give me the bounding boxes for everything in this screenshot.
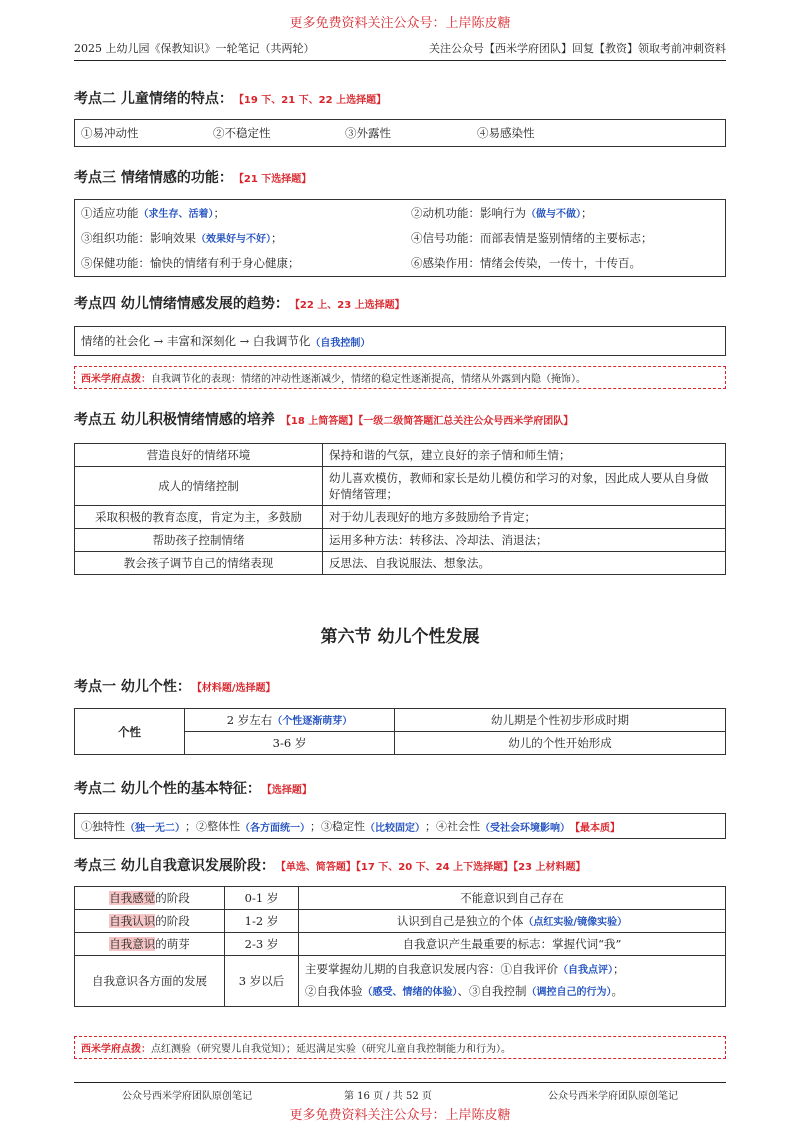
section-title-emotion-functions: 考点三 情绪情感的功能： 【21 下选择题】 xyxy=(74,170,312,186)
section-title-emotion-trends: 考点四 幼儿情绪情感发展的趋势： 【22 上、23 上选择题】 xyxy=(74,296,405,312)
table-row: 采取积极的教育态度，肯定为主，多鼓励 对于幼儿表现好的地方多鼓励给予肯定； xyxy=(75,506,726,529)
tip-note-2: 西米学府点拨：点红测验（研究婴儿自我觉知）；延迟满足实验（研究儿童自我控制能力和行为）。 xyxy=(74,1036,726,1059)
section-title-personality: 考点一 幼儿个性： 【材料题/选择题】 xyxy=(74,679,276,695)
header-right: 关注公众号【西米学府团队】回复【教资】领取考前冲刺资料 xyxy=(429,42,726,55)
table-row: 营造良好的情绪环境 保持和谐的气氛，建立良好的亲子情和师生情； xyxy=(75,444,726,467)
header-left: 2025 上幼儿园《保教知识》一轮笔记（共两轮） xyxy=(74,42,315,55)
bottom-banner: 更多免费资料关注公众号：上岸陈皮糖 xyxy=(289,1108,511,1123)
table-row: 教会孩子调节自己的情绪表现 反思法、自我说服法、想象法。 xyxy=(75,552,726,575)
emotion-traits-box: ①易冲动性 ②不稳定性 ③外露性 ④易感染性 xyxy=(74,119,726,147)
section-title-emotion-cultivation: 考点五 幼儿积极情绪情感的培养 【18 上简答题】【一级二级简答题汇总关注公众号西米学府团队】 xyxy=(74,412,574,428)
personality-traits-box: ①独特性 （独一无二） ；②整体性 （各方面统一） ；③稳定性 （比较固定） ；④社会性 （受社会环境影响） 【最本质】 xyxy=(74,813,726,839)
emotion-trends-box: 情绪的社会化 → 丰富和深刻化 → 白我调节化 （自我控制） xyxy=(74,326,726,356)
table-row: 个性 2 岁左右（个性逐渐萌芽） 幼儿期是个性初步形成时期 xyxy=(75,709,726,732)
top-banner: 更多免费资料关注公众号：上岸陈皮糖 xyxy=(289,16,511,31)
section-title-personality-traits: 考点二 幼儿个性的基本特征： 【选择题】 xyxy=(74,781,312,797)
emotion-functions-box: ①适应功能（求生存、活着）； ②动机功能：影响行为（做与不做）； ③组织功能：影响效果（效果好与不好）； ④信号功能：而部表情是鉴别情绪的主要标志； ⑤保健功能：愉快的情绪有利于身心健康； ⑥感染作用：情绪会传染，一传十，十传百。 xyxy=(74,199,726,277)
table-row: 自我意识各方面的发展 3 岁以后 主要掌握幼儿期的自我意识发展内容：①自我评价（自我点评）； ②自我体验（感受、情绪的体验）、③自我控制（调控自己的行为）。 xyxy=(75,956,726,1007)
table-row: 自我意识的萌芽 2-3 岁 自我意识产生最重要的标志：掌握代词“我” xyxy=(75,933,726,956)
self-awareness-table xyxy=(74,886,726,1007)
section-six-title: 第六节 幼儿个性发展 xyxy=(320,627,480,647)
tip-note-1: 西米学府点拨：自我调节化的表现：情绪的冲动性逐渐减少，情绪的稳定性逐渐提高，情绪从外露到内隐（掩饰）。 xyxy=(74,366,726,389)
table-row: 成人的情绪控制 幼儿喜欢模仿，教师和家长是幼儿模仿和学习的对象，因此成人要从自身做好情绪管理； xyxy=(75,467,726,506)
personality-table xyxy=(74,708,726,755)
section-title-self-awareness: 考点三 幼儿自我意识发展阶段： 【单选、简答题】【17 下、20 下、24 上下选择题】【23 上材料题】 xyxy=(74,858,586,874)
page-header xyxy=(74,40,726,61)
table-row: 自我感觉的阶段 0-1 岁 不能意识到自己存在 xyxy=(75,887,726,910)
cultivation-table xyxy=(74,443,726,575)
section-title-emotion-traits: 考点二 儿童情绪的特点： 【19 下、21 下、22 上选择题】 xyxy=(74,91,387,107)
table-row: 3-6 岁 幼儿的个性开始形成 xyxy=(75,732,726,755)
table-row: 自我认识的阶段 1-2 岁 认识到自己是独立的个体（点红实验/镜像实验） xyxy=(75,910,726,933)
table-row: 帮助孩子控制情绪 运用多种方法：转移法、冷却法、消退法； xyxy=(75,529,726,552)
page-footer: 公众号西米学府团队原创笔记 第 16 页 / 共 52 页 公众号西米学府团队原创笔记 xyxy=(74,1082,726,1099)
